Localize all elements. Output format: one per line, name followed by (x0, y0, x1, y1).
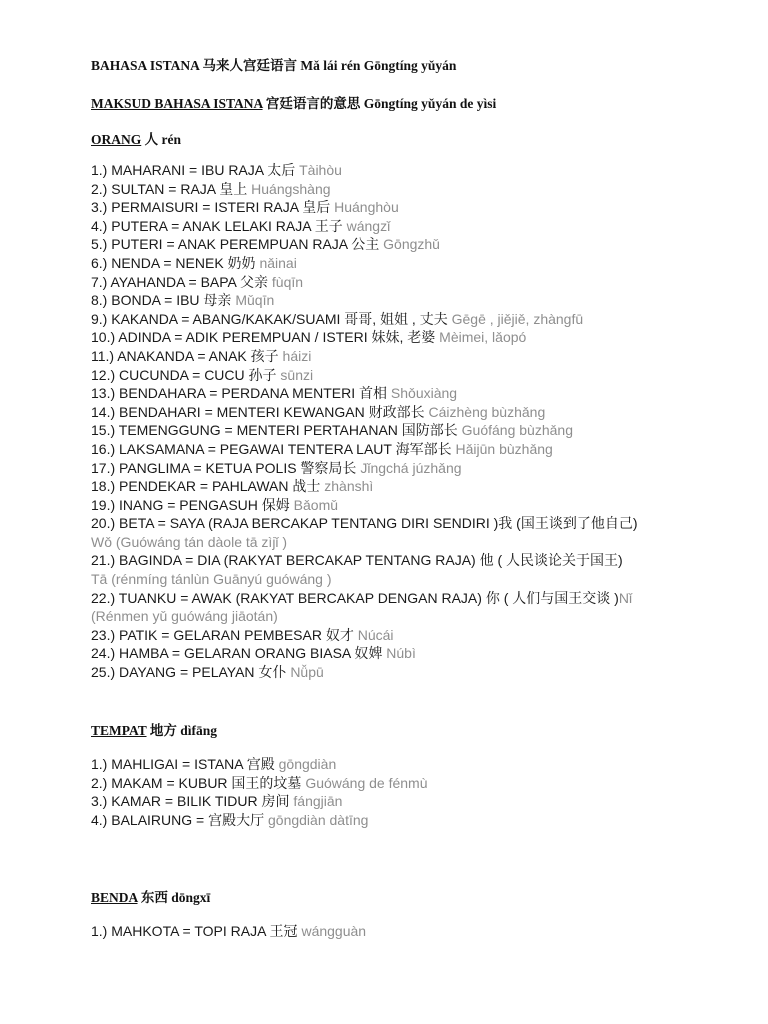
list-item (91, 589, 638, 608)
list-item (91, 459, 638, 478)
item-pinyin: gōngdiàn dàtīng (268, 811, 369, 828)
item-text: MAHARANI = IBU RAJA 太后 (107, 162, 300, 178)
list-item (91, 421, 638, 440)
list-item (91, 384, 638, 403)
item-number: 8.) (91, 292, 108, 309)
item-number: 13.) (91, 385, 116, 402)
item-text: KAMAR = BILIK TIDUR 房间 (107, 793, 294, 810)
section-heading-maksud (91, 92, 496, 112)
item-text: MAKAM = KUBUR 国王的坟墓 (107, 774, 306, 791)
item-pinyin: Jǐngchá júzhǎng (360, 459, 462, 476)
item-number: 15.) (91, 422, 116, 439)
item-pinyin: Tā (rénmíng tánlùn Guānyú guówáng ) (91, 571, 332, 588)
item-text: PENDEKAR = PAHLAWAN 战士 (115, 478, 325, 495)
list-item (91, 366, 638, 385)
item-number: 10.) (91, 329, 116, 346)
item-pinyin: Nǐ (618, 589, 633, 606)
section-heading-label: BENDA (91, 890, 138, 905)
item-pinyin: nǎinai (259, 254, 297, 271)
item-text: PERMAISURI = ISTERI RAJA 皇后 (107, 199, 335, 216)
list-item (91, 310, 638, 329)
item-number: 24.) (91, 645, 116, 662)
section-heading-tempat (91, 719, 217, 739)
item-number: 2.) (91, 180, 108, 197)
list-item (91, 792, 428, 811)
list-item (91, 551, 638, 570)
item-text: PUTERA = ANAK LELAKI RAJA 王子 (107, 217, 347, 234)
item-number: 4.) (91, 811, 108, 828)
document-title-text: BAHASA ISTANA 马来人宫廷语言 Mǎ lái rén Gōngtíng yǔyán (91, 58, 457, 73)
item-number: 3.) (91, 793, 108, 810)
section-heading-chinese: 地方 dìfāng (146, 723, 218, 738)
item-number: 17.) (91, 459, 116, 476)
item-number: 4.) (91, 217, 108, 234)
item-number: 11.) (91, 347, 115, 364)
list-item-continuation (91, 533, 638, 552)
item-text: BONDA = IBU 母亲 (107, 292, 236, 309)
item-text: HAMBA = GELARAN ORANG BIASA 奴婢 (115, 645, 387, 662)
list-item (91, 291, 638, 310)
item-text: BETA = SAYA (RAJA BERCAKAP TENTANG DIRI SENDIRI )我 (国王谈到了他自己) (115, 515, 638, 532)
item-pinyin: háizi (282, 347, 312, 364)
item-text: CUCUNDA = CUCU 孙子 (115, 366, 281, 383)
item-text: PANGLIMA = KETUA POLIS 警察局长 (115, 459, 361, 476)
item-pinyin: Mǔqīn (235, 292, 275, 309)
item-text: PUTERI = ANAK PEREMPUAN RAJA 公主 (107, 236, 384, 253)
item-pinyin: sūnzi (280, 366, 314, 383)
item-pinyin: gōngdiàn (278, 756, 337, 772)
list-item (91, 161, 638, 180)
section-heading-chinese: 东西 dōngxī (137, 890, 211, 905)
item-text: ADINDA = ADIK PEREMPUAN / ISTERI 妹妹, 老婆 (115, 329, 440, 346)
list-item (91, 273, 638, 292)
list-item (91, 922, 366, 941)
item-text: TEMENGGUNG = MENTERI PERTAHANAN 国防部长 (115, 422, 462, 439)
document-title (91, 54, 456, 74)
item-number: 20.) (91, 515, 116, 532)
item-number: 25.) (91, 664, 116, 681)
item-pinyin: wángguàn (301, 923, 367, 939)
item-text: MAHLIGAI = ISTANA 宫殿 (107, 756, 279, 772)
item-pinyin: Guówáng de fénmù (305, 774, 428, 791)
item-number: 3.) (91, 199, 108, 216)
section-heading-label: MAKSUD BAHASA ISTANA (91, 96, 263, 111)
list-item (91, 217, 638, 236)
item-number: 18.) (91, 478, 116, 495)
item-pinyin: zhànshì (324, 478, 374, 495)
item-pinyin: fángjiān (293, 793, 343, 810)
item-pinyin: Núbì (386, 645, 416, 662)
list-item (91, 626, 638, 645)
item-number: 6.) (91, 254, 108, 271)
item-pinyin: fùqīn (271, 273, 304, 290)
item-pinyin: Gōngzhǔ (383, 236, 440, 253)
item-text: INANG = PENGASUH 保姆 (115, 496, 294, 513)
list-item (91, 774, 428, 793)
item-pinyin: Gēgē , jiějiě, zhàngfū (451, 310, 584, 327)
item-number: 9.) (91, 310, 108, 327)
section-heading-benda (91, 886, 210, 906)
item-number: 21.) (91, 552, 116, 569)
item-pinyin: Cáizhèng bùzhǎng (428, 403, 546, 420)
item-text: DAYANG = PELAYAN 女仆 (115, 664, 291, 681)
list-item (91, 180, 638, 199)
item-text: PATIK = GELARAN PEMBESAR 奴才 (115, 626, 358, 643)
list-item (91, 514, 638, 533)
list-item (91, 347, 638, 366)
item-text: BAGINDA = DIA (RAKYAT BERCAKAP TENTANG RAJA) 他 ( 人民谈论关于国王) (115, 552, 623, 569)
list-item-continuation (91, 607, 638, 626)
item-pinyin: Huángshàng (251, 180, 331, 197)
list-item (91, 235, 638, 254)
item-text: LAKSAMANA = PEGAWAI TENTERA LAUT 海军部长 (115, 440, 456, 457)
item-pinyin: Mèimei, lǎopó (439, 329, 527, 346)
item-text: ANAKANDA = ANAK 孩子 (114, 347, 283, 364)
list-item (91, 663, 638, 682)
item-text: TUANKU = AWAK (RAKYAT BERCAKAP DENGAN RAJA) 你 ( 人们与国王交谈 ) (115, 589, 619, 606)
list-item (91, 755, 428, 774)
item-text: AYAHANDA = BAPA 父亲 (107, 273, 272, 290)
item-number: 5.) (91, 236, 108, 253)
item-text: SULTAN = RAJA 皇上 (107, 180, 252, 197)
section-heading-label: ORANG (91, 132, 142, 147)
item-number: 12.) (91, 366, 116, 383)
item-pinyin: Hǎijūn bùzhǎng (455, 440, 553, 457)
list-item (91, 811, 428, 830)
list-item (91, 403, 638, 422)
item-number: 1.) (91, 756, 108, 772)
item-pinyin: wángzǐ (346, 217, 391, 234)
item-pinyin: Nǚpū (290, 664, 324, 681)
item-pinyin: Guófáng bùzhǎng (461, 422, 573, 439)
orang-list (91, 161, 638, 682)
item-text: KAKANDA = ABANG/KAKAK/SUAMI 哥哥, 姐姐 , 丈夫 (107, 310, 452, 327)
section-heading-label: TEMPAT (91, 723, 147, 738)
item-number: 1.) (91, 162, 108, 178)
list-item (91, 440, 638, 459)
list-item (91, 198, 638, 217)
item-number: 22.) (91, 589, 116, 606)
item-number: 14.) (91, 403, 116, 420)
item-pinyin: Tàihòu (299, 162, 342, 178)
item-pinyin: Shǒuxiàng (390, 385, 458, 402)
list-item (91, 328, 638, 347)
section-heading-chinese: 宫廷语言的意思 Gōngtíng yǔyán de yìsi (262, 96, 497, 111)
section-heading-chinese: 人 rén (141, 132, 181, 147)
item-text: BENDAHARI = MENTERI KEWANGAN 财政部长 (115, 403, 429, 420)
benda-list (91, 922, 366, 941)
item-text: MAHKOTA = TOPI RAJA 王冠 (107, 923, 302, 939)
list-item (91, 254, 638, 273)
item-text: BENDAHARA = PERDANA MENTERI 首相 (115, 385, 391, 402)
item-pinyin: Wǒ (Guówáng tán dàole tā zìjǐ ) (91, 533, 288, 550)
item-pinyin: (Rénmen yǔ guówáng jiāotán) (91, 608, 278, 625)
list-item (91, 477, 638, 496)
item-number: 1.) (91, 923, 108, 939)
item-number: 2.) (91, 774, 108, 791)
section-heading-orang (91, 128, 181, 148)
list-item-continuation (91, 570, 638, 589)
tempat-list (91, 755, 428, 829)
item-pinyin: Huánghòu (334, 199, 399, 216)
item-pinyin: Bǎomǔ (293, 496, 339, 513)
item-number: 19.) (91, 496, 116, 513)
item-number: 7.) (91, 273, 108, 290)
item-text: BALAIRUNG = 宫殿大厅 (107, 811, 268, 828)
item-number: 23.) (91, 626, 116, 643)
list-item (91, 496, 638, 515)
item-number: 16.) (91, 440, 116, 457)
list-item (91, 644, 638, 663)
item-pinyin: Núcái (357, 626, 394, 643)
item-text: NENDA = NENEK 奶奶 (107, 254, 260, 271)
